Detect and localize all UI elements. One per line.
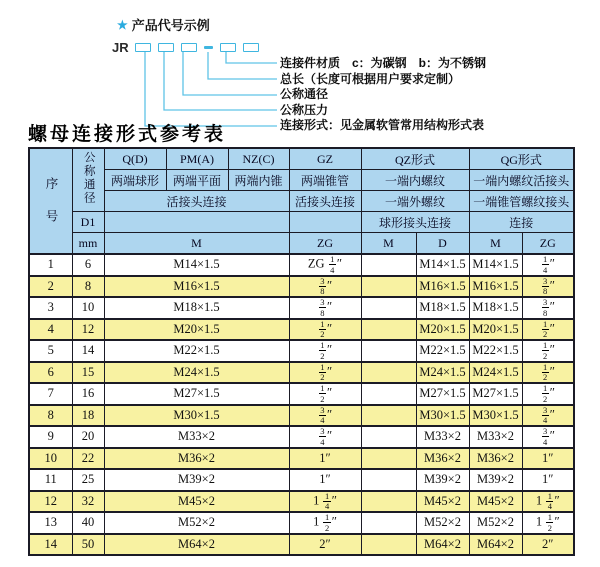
header-group-qg: QG形式 xyxy=(469,148,574,170)
qz-d-cell: M33×2 xyxy=(416,426,469,448)
qg-m-cell: M18×1.5 xyxy=(469,297,522,319)
m-cell: M30×1.5 xyxy=(104,405,289,427)
qz-m-cell xyxy=(361,340,416,362)
qg-zg-cell: $\frac{3}{4}$ ″ xyxy=(522,426,574,448)
seq-cell: 9 xyxy=(29,426,72,448)
header-union-connection: 活接头连接 xyxy=(104,191,289,212)
qg-zg-cell: 1″ xyxy=(522,469,574,491)
table-row xyxy=(29,276,574,298)
header-blank-left xyxy=(104,212,289,233)
table-row xyxy=(29,405,574,427)
label-total-length: 总长（长度可根据用户要求定制） xyxy=(280,71,461,86)
qg-m-cell: M24×1.5 xyxy=(469,362,522,384)
header-pm-desc: 两端平面 xyxy=(166,170,228,191)
header-qg-zg: ZG xyxy=(522,233,574,255)
dn-cell: 25 xyxy=(72,469,104,491)
label-nominal-diameter: 公称通径 xyxy=(280,87,329,102)
seq-cell: 12 xyxy=(29,491,72,513)
header-nz-desc: 两端内锥 xyxy=(228,170,289,191)
header-qg-desc: 一端内螺纹活接头 xyxy=(469,170,574,191)
seq-cell: 11 xyxy=(29,469,72,491)
table-row xyxy=(29,534,574,556)
qg-zg-cell: $\frac{3}{8}$ ″ xyxy=(522,297,574,319)
seq-cell: 8 xyxy=(29,405,72,427)
table-title: 螺母连接形式参考表 xyxy=(28,124,227,145)
dn-cell: 18 xyxy=(72,405,104,427)
header-group-qd: Q(D) xyxy=(104,148,166,170)
label-material: 连接件材质 c：为碳钢 b：为不锈钢 xyxy=(280,56,487,70)
gz-cell: ZG $\frac{1}{4}$ ″ xyxy=(289,254,361,276)
gz-cell: 1 $\frac{1}{2}$ ″ xyxy=(289,512,361,534)
dn-cell: 22 xyxy=(72,448,104,470)
table-row xyxy=(29,297,574,319)
dn-cell: 40 xyxy=(72,512,104,534)
qz-m-cell xyxy=(361,297,416,319)
qz-d-cell: M52×2 xyxy=(416,512,469,534)
qg-m-cell: M22×1.5 xyxy=(469,340,522,362)
code-box-1 xyxy=(135,43,151,52)
qg-zg-cell: 1 $\frac{1}{4}$ ″ xyxy=(522,491,574,513)
qz-d-cell: M20×1.5 xyxy=(416,319,469,341)
gz-cell: 1″ xyxy=(289,469,361,491)
label-nominal-pressure: 公称压力 xyxy=(280,102,329,117)
qz-m-cell xyxy=(361,426,416,448)
dn-cell: 6 xyxy=(72,254,104,276)
qz-m-cell xyxy=(361,254,416,276)
seq-cell: 10 xyxy=(29,448,72,470)
qz-d-cell: M27×1.5 xyxy=(416,383,469,405)
header-dn xyxy=(72,148,104,212)
m-cell: M18×1.5 xyxy=(104,297,289,319)
header-seq xyxy=(29,148,72,254)
gz-cell: 1″ xyxy=(289,448,361,470)
seq-cell: 1 xyxy=(29,254,72,276)
product-code-row xyxy=(112,40,266,55)
header-qg-m: M xyxy=(469,233,522,255)
diagram-heading xyxy=(117,15,210,34)
seq-cell: 13 xyxy=(29,512,72,534)
dn-cell: 15 xyxy=(72,362,104,384)
qz-d-cell: M18×1.5 xyxy=(416,297,469,319)
header-group-pm: PM(A) xyxy=(166,148,228,170)
header-qg-desc2: 一端锥管螺纹接头 xyxy=(469,191,574,212)
m-cell: M22×1.5 xyxy=(104,340,289,362)
qg-m-cell: M36×2 xyxy=(469,448,522,470)
diagram-heading-text: 产品代号示例 xyxy=(131,18,210,33)
qg-zg-cell: $\frac{1}{4}$ ″ xyxy=(522,254,574,276)
code-box-4 xyxy=(220,43,236,52)
m-cell: M64×2 xyxy=(104,534,289,556)
qg-zg-cell: $\frac{3}{8}$ ″ xyxy=(522,276,574,298)
table-row xyxy=(29,319,574,341)
qz-m-cell xyxy=(361,512,416,534)
table-row xyxy=(29,254,574,276)
gz-cell: $\frac{3}{8}$ ″ xyxy=(289,297,361,319)
dn-cell: 12 xyxy=(72,319,104,341)
dn-cell: 14 xyxy=(72,340,104,362)
seq-cell: 5 xyxy=(29,340,72,362)
qg-m-cell: M27×1.5 xyxy=(469,383,522,405)
qz-m-cell xyxy=(361,362,416,384)
qg-m-cell: M33×2 xyxy=(469,426,522,448)
seq-cell: 7 xyxy=(29,383,72,405)
table-row xyxy=(29,469,574,491)
header-mm: mm xyxy=(72,233,104,255)
qz-m-cell xyxy=(361,405,416,427)
table-header xyxy=(29,148,574,254)
table-row xyxy=(29,362,574,384)
qz-m-cell xyxy=(361,469,416,491)
qz-m-cell xyxy=(361,276,416,298)
seq-cell: 4 xyxy=(29,319,72,341)
header-gz-desc: 两端锥管 xyxy=(289,170,361,191)
qg-zg-cell: 1 $\frac{1}{2}$ ″ xyxy=(522,512,574,534)
header-blank-gz xyxy=(289,212,361,233)
dn-cell: 32 xyxy=(72,491,104,513)
qg-zg-cell: 1″ xyxy=(522,448,574,470)
m-cell: M39×2 xyxy=(104,469,289,491)
qg-m-cell: M16×1.5 xyxy=(469,276,522,298)
qz-d-cell: M30×1.5 xyxy=(416,405,469,427)
header-dn-label: 公称通径 xyxy=(82,151,95,205)
m-cell: M14×1.5 xyxy=(104,254,289,276)
m-cell: M20×1.5 xyxy=(104,319,289,341)
qz-d-cell: M16×1.5 xyxy=(416,276,469,298)
qg-m-cell: M14×1.5 xyxy=(469,254,522,276)
code-dash xyxy=(204,46,213,49)
qz-d-cell: M24×1.5 xyxy=(416,362,469,384)
dn-cell: 50 xyxy=(72,534,104,556)
header-qg-connection: 连接 xyxy=(469,212,574,233)
label-connection-form: 连接形式：见金属软管常用结构形式表 xyxy=(280,118,485,133)
qz-d-cell: M45×2 xyxy=(416,491,469,513)
header-m: M xyxy=(104,233,289,255)
qz-d-cell: M36×2 xyxy=(416,448,469,470)
gz-cell: $\frac{1}{2}$ ″ xyxy=(289,319,361,341)
dn-cell: 8 xyxy=(72,276,104,298)
code-box-3 xyxy=(181,43,197,52)
qz-m-cell xyxy=(361,491,416,513)
dn-cell: 20 xyxy=(72,426,104,448)
header-qz-desc2: 一端外螺纹 xyxy=(361,191,469,212)
product-code-prefix: JR xyxy=(112,40,129,55)
header-seq-label: 序号 xyxy=(44,176,58,242)
seq-cell: 14 xyxy=(29,534,72,556)
gz-cell: 2″ xyxy=(289,534,361,556)
qg-m-cell: M39×2 xyxy=(469,469,522,491)
qg-m-cell: M45×2 xyxy=(469,491,522,513)
qg-zg-cell: $\frac{1}{2}$ ″ xyxy=(522,383,574,405)
header-d1: D1 xyxy=(72,212,104,233)
table-row xyxy=(29,383,574,405)
gz-cell: $\frac{3}{4}$ ″ xyxy=(289,426,361,448)
table-row xyxy=(29,340,574,362)
m-cell: M24×1.5 xyxy=(104,362,289,384)
star-icon: ★ xyxy=(117,17,128,32)
qz-m-cell xyxy=(361,448,416,470)
seq-cell: 2 xyxy=(29,276,72,298)
table-row xyxy=(29,491,574,513)
code-box-2 xyxy=(158,43,174,52)
qg-zg-cell: $\frac{1}{2}$ ″ xyxy=(522,319,574,341)
m-cell: M16×1.5 xyxy=(104,276,289,298)
m-cell: M36×2 xyxy=(104,448,289,470)
header-gz-connection: 活接头连接 xyxy=(289,191,361,212)
header-qz-connection: 球形接头连接 xyxy=(361,212,469,233)
header-group-qz: QZ形式 xyxy=(361,148,469,170)
dn-cell: 10 xyxy=(72,297,104,319)
qz-m-cell xyxy=(361,383,416,405)
header-qz-desc: 一端内螺纹 xyxy=(361,170,469,191)
header-group-nz: NZ(C) xyxy=(228,148,289,170)
seq-cell: 3 xyxy=(29,297,72,319)
gz-cell: $\frac{3}{8}$ ″ xyxy=(289,276,361,298)
dn-cell: 16 xyxy=(72,383,104,405)
qz-d-cell: M22×1.5 xyxy=(416,340,469,362)
header-qz-m: M xyxy=(361,233,416,255)
qz-d-cell: M14×1.5 xyxy=(416,254,469,276)
header-qz-d: D xyxy=(416,233,469,255)
gz-cell: $\frac{1}{2}$ ″ xyxy=(289,383,361,405)
m-cell: M45×2 xyxy=(104,491,289,513)
gz-cell: $\frac{1}{2}$ ″ xyxy=(289,362,361,384)
qz-m-cell xyxy=(361,319,416,341)
table-row xyxy=(29,448,574,470)
table-row xyxy=(29,512,574,534)
qg-m-cell: M20×1.5 xyxy=(469,319,522,341)
table-body xyxy=(29,254,574,555)
m-cell: M27×1.5 xyxy=(104,383,289,405)
seq-cell: 6 xyxy=(29,362,72,384)
qg-zg-cell: $\frac{1}{2}$ ″ xyxy=(522,340,574,362)
code-box-5 xyxy=(243,43,259,52)
header-zg: ZG xyxy=(289,233,361,255)
m-cell: M52×2 xyxy=(104,512,289,534)
qg-m-cell: M52×2 xyxy=(469,512,522,534)
qz-d-cell: M64×2 xyxy=(416,534,469,556)
gz-cell: $\frac{1}{2}$ ″ xyxy=(289,340,361,362)
table-row xyxy=(29,426,574,448)
qg-zg-cell: 2″ xyxy=(522,534,574,556)
m-cell: M33×2 xyxy=(104,426,289,448)
qg-m-cell: M30×1.5 xyxy=(469,405,522,427)
qg-m-cell: M64×2 xyxy=(469,534,522,556)
gz-cell: 1 $\frac{1}{4}$ ″ xyxy=(289,491,361,513)
nut-connection-table xyxy=(28,147,575,556)
gz-cell: $\frac{3}{4}$ ″ xyxy=(289,405,361,427)
qg-zg-cell: $\frac{1}{2}$ ″ xyxy=(522,362,574,384)
qg-zg-cell: $\frac{3}{4}$ ″ xyxy=(522,405,574,427)
qz-d-cell: M39×2 xyxy=(416,469,469,491)
qz-m-cell xyxy=(361,534,416,556)
header-qd-desc: 两端球形 xyxy=(104,170,166,191)
diagram-labels xyxy=(280,56,486,134)
header-group-gz: GZ xyxy=(289,148,361,170)
